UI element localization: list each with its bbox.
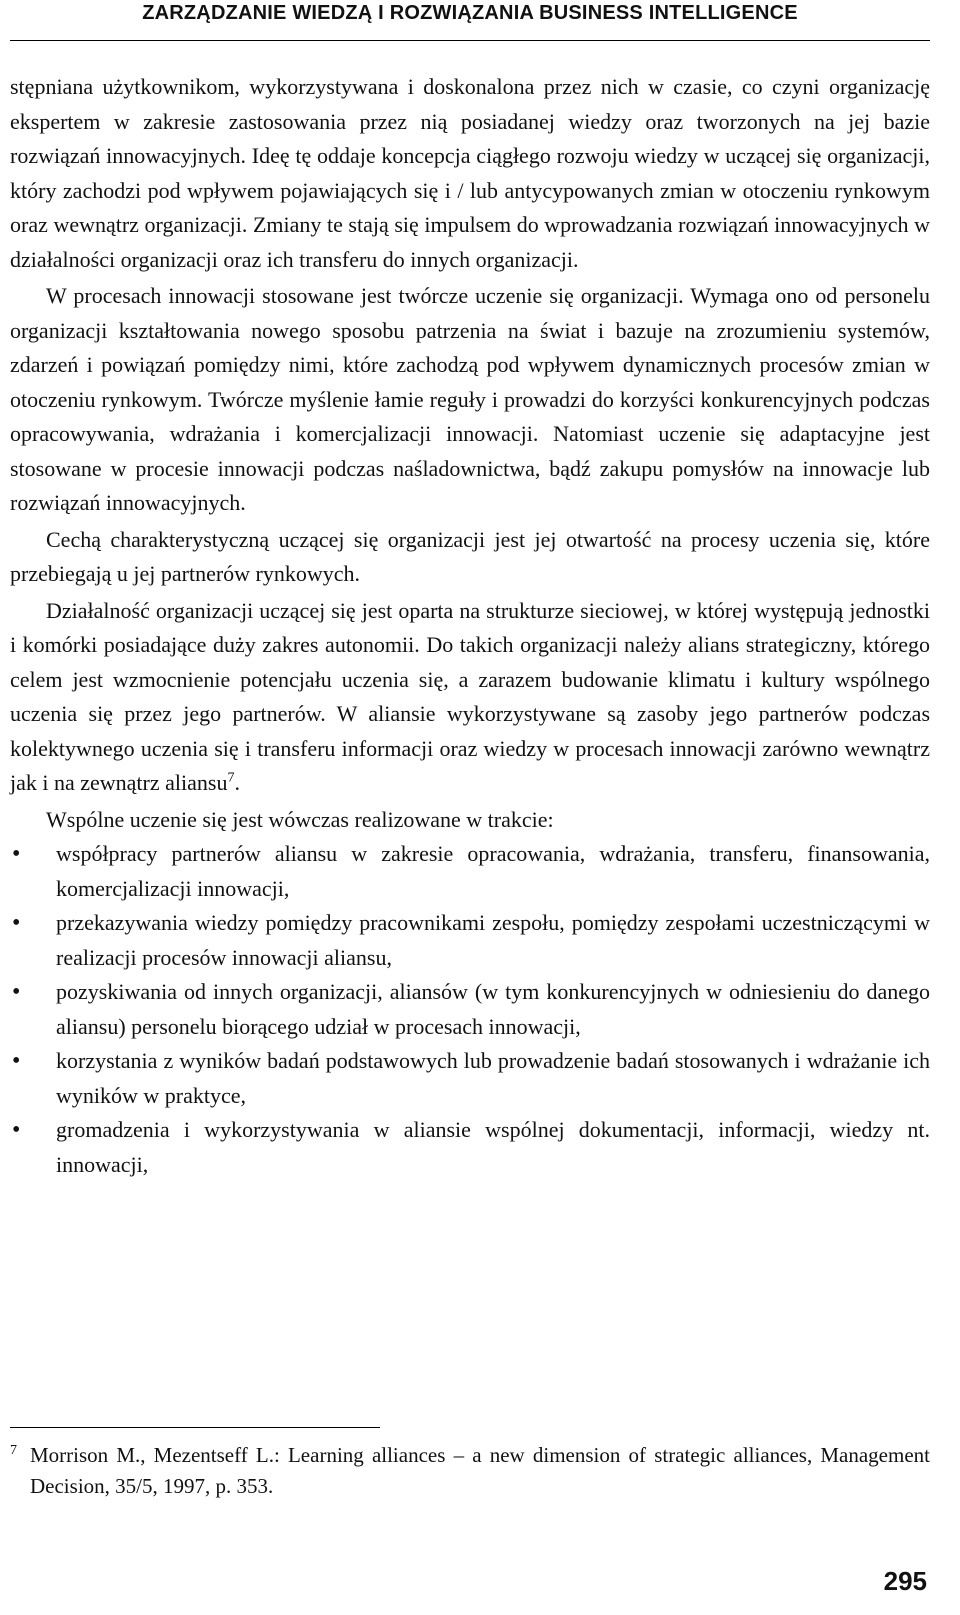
list-item: • współpracy partnerów aliansu w zakresie opracowania, wdrażania, transferu, finansowania, komercjalizacji innowacji, xyxy=(10,837,930,906)
paragraph: Działalność organizacji uczącej się jest oparta na strukturze sieciowej, w której występują jednostki i komórki posiadające duży zakres autonomii. Do takich organizacji należy alians strategiczny, którego celem jest wzmocnienie potencjału uczenia się, a zarazem budowanie klimatu i kultury wspólnego uczenia się przez jego partnerów. W aliansie wykorzystywane są zasoby jego partnerów podczas kolektywnego uczenia się i transferu informacji oraz wiedzy w procesach innowacji zarówno wewnątrz jak i na zewnątrz aliansu$^7$. xyxy=(10,597,930,795)
paragraph: Wspólne uczenie się jest wówczas realizowane w trakcie: xyxy=(46,806,554,832)
footnote xyxy=(10,1440,930,1502)
paragraph-text: Działalność organizacji uczącej się jest oparta na strukturze sieciowej, w której występują jednostki i komórki posiadające duży zakres autonomii. Do takich organizacji należy alians strategiczny, którego celem jest wzmocnienie potencjału uczenia się, a zarazem budowanie klimatu i kultury wspólnego uczenia się przez jego partnerów. W aliansie wykorzystywane są zasoby jego partnerów podczas kolektywnego uczenia się i transferu informacji oraz wiedzy w procesach innowacji zarówno wewnątrz jak i na zewnątrz aliansu xyxy=(10,597,930,795)
paragraph: stępniana użytkownikom, wykorzystywana i doskonalona przez nich w czasie, co czyni organizację ekspertem w zakresie zastosowania przez nią posiadanej wiedzy oraz tworzonych na jej bazie rozwiązań innowacyjnych. Ideę tę oddaje koncepcja ciągłego rozwoju wiedzy w uczącej się organizacji, który zachodzi pod wpływem pojawiających się i / lub antycypowanych zmian w otoczeniu rynkowym oraz wewnątrz organizacji. Zmiany te stają się impulsem do wprowadzania rozwiązań innowacyjnych w działalności organizacji oraz ich transferu do innych organizacji. xyxy=(10,74,930,272)
footnote-separator xyxy=(10,1427,380,1428)
running-title: ZARZĄDZANIE WIEDZĄ I ROZWIĄZANIA BUSINESS INTELLIGENCE xyxy=(142,2,798,24)
paragraph: W procesach innowacji stosowane jest twórcze uczenie się organizacji. Wymaga ono od personelu organizacji kształtowania nowego sposobu patrzenia na świat i bazuje na zrozumieniu systemów, zdarzeń i powiązań pomiędzy nimi, które zachodzą pod wpływem dynamicznych procesów zmian w otoczeniu rynkowym. Twórcze myślenie łamie reguły i prowadzi do korzyści konkurencyjnych podczas opracowywania, wdrażania i komercjalizacji innowacji. Natomiast uczenie się adaptacyjne jest stosowane w procesie innowacji podczas naśladownictwa, bądź zakupu pomysłów na innowacje lub rozwiązań innowacyjnych. xyxy=(10,283,930,515)
footnote-text: Morrison M., Mezentseff L.: Learning alliances – a new dimension of strategic alliances, Management Decision, 35/5, 1997, p. 353. xyxy=(30,1443,930,1498)
list-item: • gromadzenia i wykorzystywania w aliansie wspólnej dokumentacji, informacji, wiedzy nt. innowacji, xyxy=(10,1113,930,1182)
bullet-list xyxy=(10,837,930,1182)
running-header xyxy=(10,0,930,41)
list-item: • korzystania z wyników badań podstawowych lub prowadzenie badań stosowanych i wdrażanie ich wyników w praktyce, xyxy=(10,1044,930,1113)
paragraph: Cechą charakterystyczną uczącej się organizacji jest jej otwartość na procesy uczenia się, które przebiegają u jej partnerów rynkowych. xyxy=(10,526,930,586)
list-item: • pozyskiwania od innych organizacji, aliansów (w tym konkurencyjnych w odniesieniu do danego aliansu) personelu biorącego udział w procesach innowacji, xyxy=(10,975,930,1044)
list-item: • przekazywania wiedzy pomiędzy pracownikami zespołu, pomiędzy zespołami uczestniczącymi w realizacji procesów innowacji aliansu, xyxy=(10,906,930,975)
footnote-number: 7 xyxy=(10,1443,17,1458)
footnote-reference[interactable]: 7 xyxy=(227,770,235,786)
page-number: 295 xyxy=(883,1566,927,1596)
page-body xyxy=(10,70,930,1182)
